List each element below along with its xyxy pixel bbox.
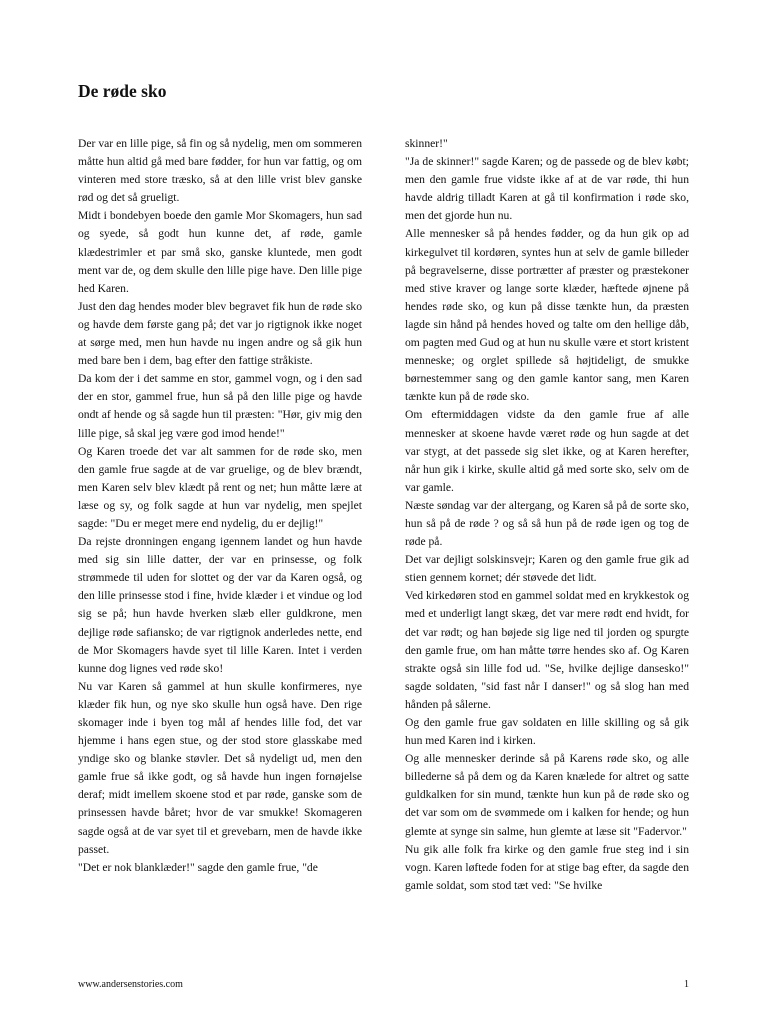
paragraph: Næste søndag var der altergang, og Karen så på de sorte sko, hun så på de røde ? og så så hun på de røde igen og tog de røde på. [405,498,689,549]
paragraph: Og den gamle frue gav soldaten en lille skilling og så gik hun med Karen ind i kirken. [405,716,689,748]
paragraph: "Ja de skinner!" sagde Karen; og de passede og de blev købt; men den gamle frue vidste ikke af at de var røde, thi hun havde aldrig tilladt Karen at gå til konfirmation i røde sko, men det gjorde hun nu. [405,155,689,223]
paragraph: Nu var Karen så gammel at hun skulle konfirmeres, nye klæder fik hun, og nye sko skulle hun også have. Den rige skomager inde i byen tog mål af hendes lille fod, det var hjemme i hans egen stue, og der stod store glasskabe med yndige sko og blanke støvler. Det så nydeligt ud, men den gamle frue så ikke godt, og så havde hun ingen fornøjelse deraf; midt imellem skoene stod et par røde, ganske som de prinsessen havde båret; hvor de var smukke! Skomageren sagde også at de var syet til et grevebarn, men de havde ikke passet. [78,679,362,856]
paragraph: Om eftermiddagen vidste da den gamle frue af alle mennesker at skoene havde været røde og hun sagde at det var stygt, at det passede sig slet ikke, og at Karen herefter, når hun gik i kirke, skulle altid gå med sorte sko, selv om de var gamle. [405,408,689,494]
text-column-left [78,135,362,877]
paragraph: Det var dejligt solskinsvejr; Karen og den gamle frue gik ad stien gennem kornet; dér støvede det lidt. [405,553,689,585]
paragraph: Og alle mennesker derinde så på Karens røde sko, og alle billederne så på dem og da Karen knælede for altret og satte guldkalken for sin mund, tænkte hun kun på de røde sko og det var som om de svømmede om i kalken for hende; og hun glemte at synge sin salme, hun glemte at læse sit "Fadervor." [405,752,689,838]
paragraph: Der var en lille pige, så fin og så nydelig, men om sommeren måtte hun altid gå med bare fødder, for hun var fattig, og om vinteren med store træsko, så at den lille vrist blev ganske rød og det så grueligt. [78,137,362,205]
paragraph: Ved kirkedøren stod en gammel soldat med en krykkestok og med et underligt langt skæg, det var mere rødt end hvidt, for det var rødt; og han bøjede sig lige ned til jorden og spurgte den gamle frue, om han måtte tørre hendes sko af. Og Karen strakte også sin lille fod ud. "Se, hvilke dejlige dansesko!" sagde soldaten, "sid fast når I danser!" og så slog han med hånden på sålerne. [405,589,689,711]
page-number: 1 [684,979,689,990]
paragraph: Alle mennesker så på hendes fødder, og da hun gik op ad kirkegulvet til kordøren, syntes hun at selv de gamle billeder på begravelserne, disse portrætter af præster og præstekoner med stive kraver og lange sorte klæder, hæftede øjnene på hendes røde sko, og kun på disse tænkte hun, da præsten lagde sin hånd på hendes hoved og talte om den hellige dåb, om pagten med Gud og at hun nu skulle være et stort kristent menneske; og orglet spillede så højtideligt, de smukke børnestemmer sang og den gamle kantor sang, men Karen tænkte kun på de røde sko. [405,227,689,404]
footer-url[interactable]: www.andersenstories.com [78,979,183,990]
paragraph: Just den dag hendes moder blev begravet fik hun de røde sko og havde dem første gang på; det var jo rigtignok ikke noget at sørge med, men hun havde nu ingen andre og så gik hun med bare ben i dem, bag efter den fattige stråkiste. [78,299,362,368]
paragraph: Nu gik alle folk fra kirke og den gamle frue steg ind i sin vogn. Karen løftede foden for at stige bag efter, da sagde den gamle soldat, som stod tæt ved: "Se hvilke [405,842,689,892]
paragraph: "Det er nok blanklæder!" sagde den gamle frue, "de [78,860,318,874]
page-title: De røde sko [78,81,167,101]
paragraph: skinner!" [405,137,448,150]
text-column-right [405,135,689,895]
paragraph: Da kom der i det samme en stor, gammel vogn, og i den sad der en stor, gammel frue, hun så på den lille pige og havde ondt af hende og så sagde hun til præsten: "Hør, giv mig den lille pige, så skal jeg være god imod hende!" [78,372,362,440]
paragraph: Og Karen troede det var alt sammen for de røde sko, men den gamle frue sagde at de var gruelige, og de blev brændt, men Karen selv blev klædt på rent og net; hun måtte lære at læse og sy, og folk sagde at hun var nydelig, men spejlet sagde: "Du er meget mere end nydelig, du er dejlig!" [78,444,362,530]
paragraph: Da rejste dronningen engang igennem landet og hun havde med sig sin lille datter, der var en prinsesse, og folk strømmede til uden for slottet og der var da Karen også, og den lille prinsesse stod i fine, hvide klæder i et vindue og lod sig se på; hun havde hverken slæb eller guldkrone, men dejlige røde safiansko; de var rigtignok anderledes nette, end de Mor Skomagers havde syet til lille Karen. Intet i verden kunne dog lignes ved røde sko! [78,535,362,675]
paragraph: Midt i bondebyen boede den gamle Mor Skomagers, hun sad og syede, så godt hun kunne det, af røde, gamle klædestrimler et par små sko, ganske kluntede, men godt ment var de, og dem skulle den lille pige have. Den lille pige hed Karen. [78,209,362,295]
